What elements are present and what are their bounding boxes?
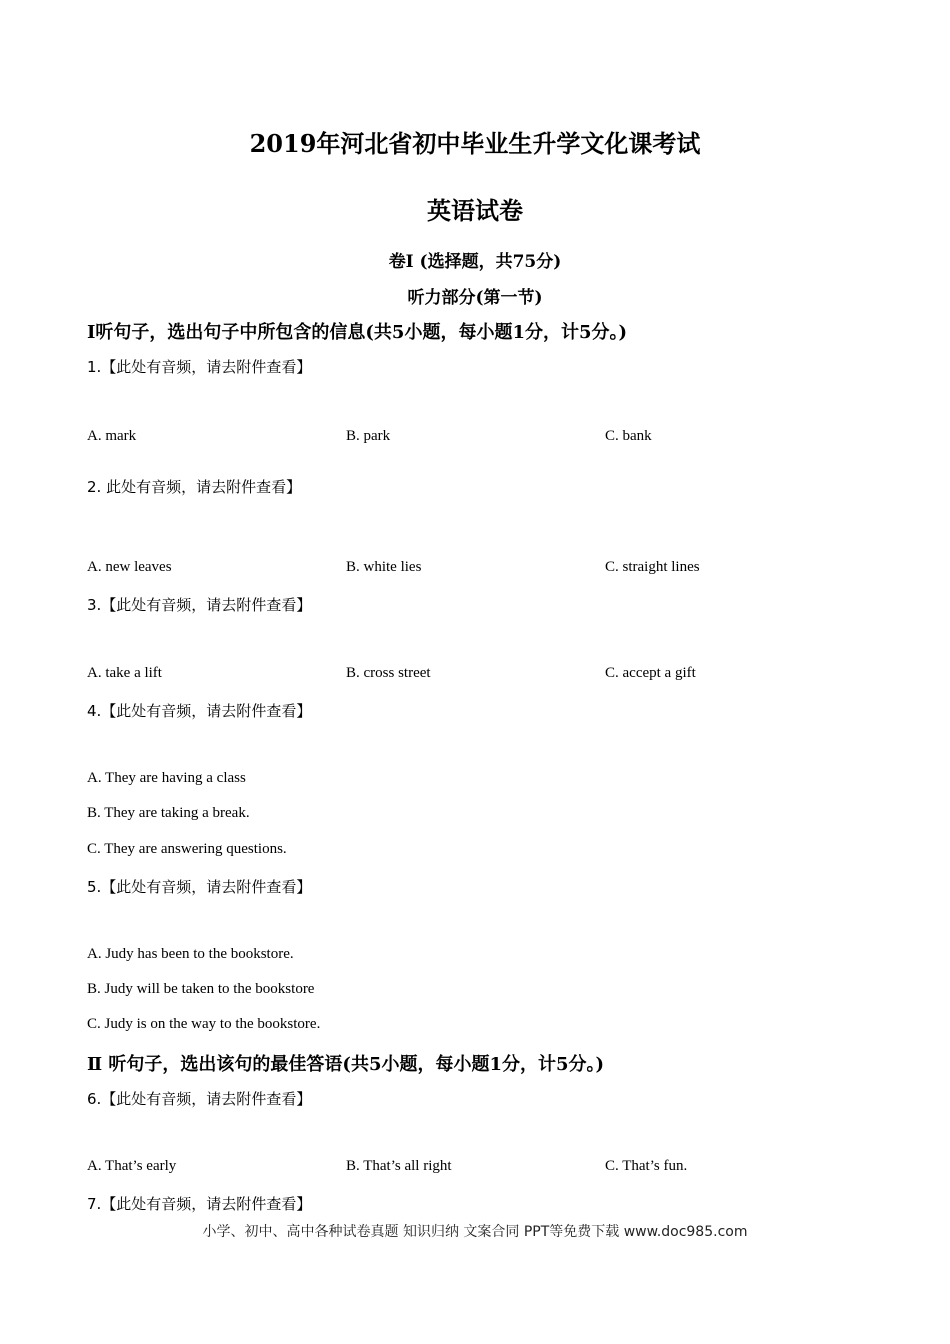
q6-option-b: B. That’s all right [346, 1158, 452, 1174]
q1-option-a: A. mark [87, 428, 137, 444]
q3-option-a: A. take a lift [87, 665, 162, 681]
q3-option-b: B. cross street [346, 665, 431, 681]
question-label-7[interactable]: 7.【此处有音频，请去附件查看】 [87, 1195, 312, 1213]
q2-option-b: B. white lies [346, 559, 422, 575]
question-label-4[interactable]: 4.【此处有音频，请去附件查看】 [87, 702, 312, 720]
q6-option-c: C. That’s fun. [605, 1158, 688, 1174]
exam-title: 2019年河北省初中毕业生升学文化课考试 [249, 129, 701, 158]
q2-option-c: C. straight lines [605, 559, 700, 575]
question-label-6[interactable]: 6.【此处有音频，请去附件查看】 [87, 1090, 312, 1108]
q4-option-b: B. They are taking a break. [87, 805, 250, 821]
question-label-1[interactable]: 1.【此处有音频，请去附件查看】 [87, 358, 312, 376]
section-heading-1: Ⅰ听句子，选出句子中所包含的信息(共5小题，每小题1分，计5分。) [87, 322, 628, 343]
q1-option-c: C. bank [605, 428, 652, 444]
question-label-3[interactable]: 3.【此处有音频，请去附件查看】 [87, 596, 312, 614]
q5-option-c: C. Judy is on the way to the bookstore. [87, 1016, 321, 1032]
question-label-2[interactable]: 2. 此处有音频，请去附件查看】 [87, 478, 302, 496]
q3-option-c: C. accept a gift [605, 665, 696, 681]
q6-option-a: A. That’s early [87, 1158, 177, 1174]
volume-heading: 卷Ⅰ (选择题，共75分) [388, 252, 562, 272]
q5-option-a: A. Judy has been to the bookstore. [87, 946, 294, 962]
q4-option-a: A. They are having a class [87, 770, 246, 786]
exam-subtitle: 英语试卷 [427, 196, 523, 225]
part-heading: 听力部分(第一节) [407, 288, 543, 308]
page-footer: 小学、初中、高中各种试卷真题 知识归纳 文案合同 PPT等免费下载 www.doc985.com [202, 1224, 748, 1240]
q1-option-b: B. park [346, 428, 391, 444]
section-heading-2: Ⅱ 听句子，选出该句的最佳答语(共5小题，每小题1分，计5分。) [87, 1054, 605, 1075]
q5-option-b: B. Judy will be taken to the bookstore [87, 981, 315, 997]
question-label-5[interactable]: 5.【此处有音频，请去附件查看】 [87, 878, 312, 896]
q4-option-c: C. They are answering questions. [87, 841, 287, 857]
q2-option-a: A. new leaves [87, 559, 172, 575]
